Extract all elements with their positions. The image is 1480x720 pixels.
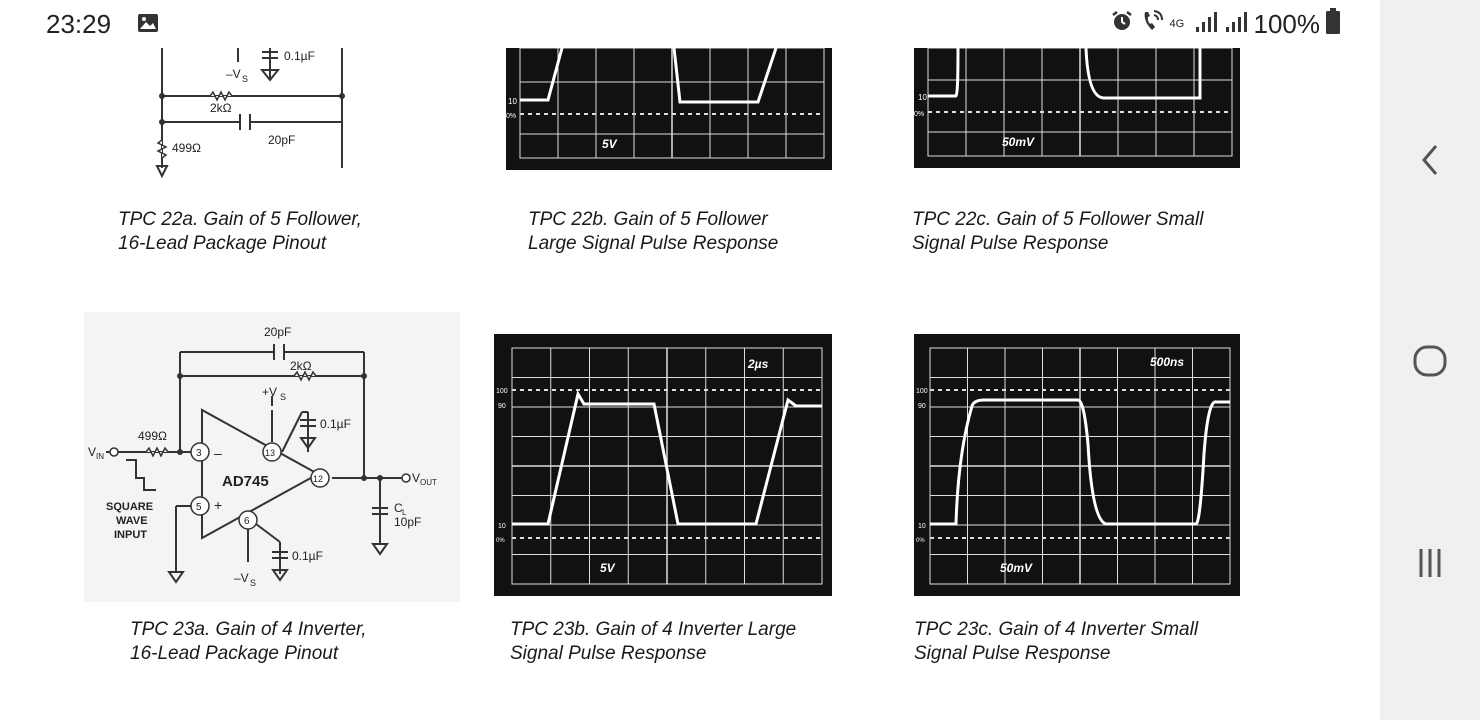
pin-5-label: 5 <box>196 502 202 513</box>
caption-22b: TPC 22b. Gain of 5 Follower Large Signal Pulse Response <box>528 209 779 254</box>
signal-bars-icon-2 <box>1224 9 1248 40</box>
scope-23b-ref90: 90 <box>498 403 506 410</box>
caption-22a: TPC 22a. Gain of 5 Follower, 16-Lead Package Pinout <box>118 209 362 254</box>
scope-23b-ref10: 10 <box>498 523 506 530</box>
scope-23c-scale: 50mV <box>1000 561 1033 575</box>
load-cap-label: C <box>394 501 403 515</box>
recents-button[interactable] <box>1380 518 1480 608</box>
wifi-calling-icon <box>1140 9 1164 40</box>
neg-supply-cap-label: 0.1µF <box>292 549 323 563</box>
supply-cap-label: 0.1µF <box>284 49 315 63</box>
pos-supply-label: +V <box>262 385 278 399</box>
scope-22c-scale: 50mV <box>1002 135 1035 149</box>
figure-23c-scope <box>914 334 1240 596</box>
load-cap-value: 10pF <box>394 515 422 529</box>
figure-23a-circuit <box>84 312 460 602</box>
back-chevron-icon <box>1418 142 1442 178</box>
signal-bars-icon-1 <box>1194 9 1218 40</box>
feedback-resistor-label: 2kΩ <box>210 101 232 115</box>
feedback-resistor-label: 2kΩ <box>290 359 312 373</box>
scope-23c-ref0: 0% <box>916 538 925 544</box>
wave-label-line1: SQUARE <box>106 501 154 513</box>
pin-3-label: 3 <box>196 448 202 459</box>
network-type-label: 4G <box>1169 17 1185 30</box>
inverting-input-sign: – <box>214 445 222 461</box>
scope-23c-ref90: 90 <box>918 403 926 410</box>
caption-22c: TPC 22c. Gain of 5 Follower Small Signal Pulse Response <box>912 209 1204 254</box>
ground-resistor-label: 499Ω <box>172 141 201 155</box>
wave-label-line3: INPUT <box>114 529 147 541</box>
scope-23b-ref0: 0% <box>496 538 505 544</box>
vout-label: V <box>412 471 421 485</box>
vout-sub: OUT <box>420 478 437 487</box>
home-circle-icon <box>1412 343 1448 379</box>
back-button[interactable] <box>1380 115 1480 205</box>
scope-22b-scale: 5V <box>602 137 617 151</box>
alarm-icon <box>1110 9 1134 40</box>
scope-23b-ref100: 100 <box>496 388 508 395</box>
load-cap-sub: L <box>402 508 407 517</box>
gallery-notification-icon <box>137 13 159 38</box>
status-right-group <box>1110 8 1341 40</box>
opamp-part-label: AD745 <box>222 473 269 490</box>
feedback-cap-label: 20pF <box>268 133 296 147</box>
pin-6-label: 6 <box>244 516 250 527</box>
wave-label-line2: WAVE <box>116 515 148 527</box>
scope-22b-ref10: 10 <box>508 97 517 106</box>
recents-bars-icon <box>1418 547 1442 579</box>
scope-22c-ref0: 0% <box>914 111 925 118</box>
status-bar <box>0 0 1380 48</box>
home-button[interactable] <box>1380 316 1480 406</box>
pin-13-label: 13 <box>265 448 276 458</box>
navigation-bar <box>1380 0 1480 720</box>
scope-22b-ref0: 0% <box>506 113 517 120</box>
scope-22c-ref10: 10 <box>918 93 927 102</box>
scope-23c-timebase: 500ns <box>1150 355 1185 369</box>
feedback-cap-label: 20pF <box>264 325 292 339</box>
neg-supply-sub: S <box>242 74 249 84</box>
battery-icon <box>1326 8 1340 41</box>
neg-supply-sub: S <box>250 578 257 588</box>
caption-23c: TPC 23c. Gain of 4 Inverter Small Signal Pulse Response <box>914 619 1199 664</box>
scope-23c-ref10: 10 <box>918 523 926 530</box>
scope-23c-ref100: 100 <box>916 388 928 395</box>
vin-label: V <box>88 445 97 459</box>
pos-supply-sub: S <box>280 392 287 402</box>
vin-sub: IN <box>96 452 104 461</box>
neg-supply-label: –V <box>226 67 241 81</box>
pin-12-label: 12 <box>313 474 324 484</box>
battery-percent: 100% <box>1253 8 1320 39</box>
scope-23b-scale: 5V <box>600 561 615 575</box>
neg-supply-label: –V <box>234 571 249 585</box>
figure-22c-scope <box>914 48 1240 168</box>
caption-23a: TPC 23a. Gain of 4 Inverter, 16-Lead Package Pinout <box>130 619 367 664</box>
pos-supply-cap-label: 0.1µF <box>320 417 351 431</box>
noninverting-input-sign: + <box>214 497 223 513</box>
figure-22a-circuit <box>150 48 380 188</box>
input-resistor-label: 499Ω <box>138 429 167 443</box>
scope-23b-timebase: 2µs <box>748 357 769 371</box>
figure-23b-scope <box>494 334 832 596</box>
caption-23b: TPC 23b. Gain of 4 Inverter Large Signal Pulse Response <box>510 619 797 664</box>
status-time: 23:29 <box>46 9 112 39</box>
figure-22b-scope <box>506 48 832 170</box>
